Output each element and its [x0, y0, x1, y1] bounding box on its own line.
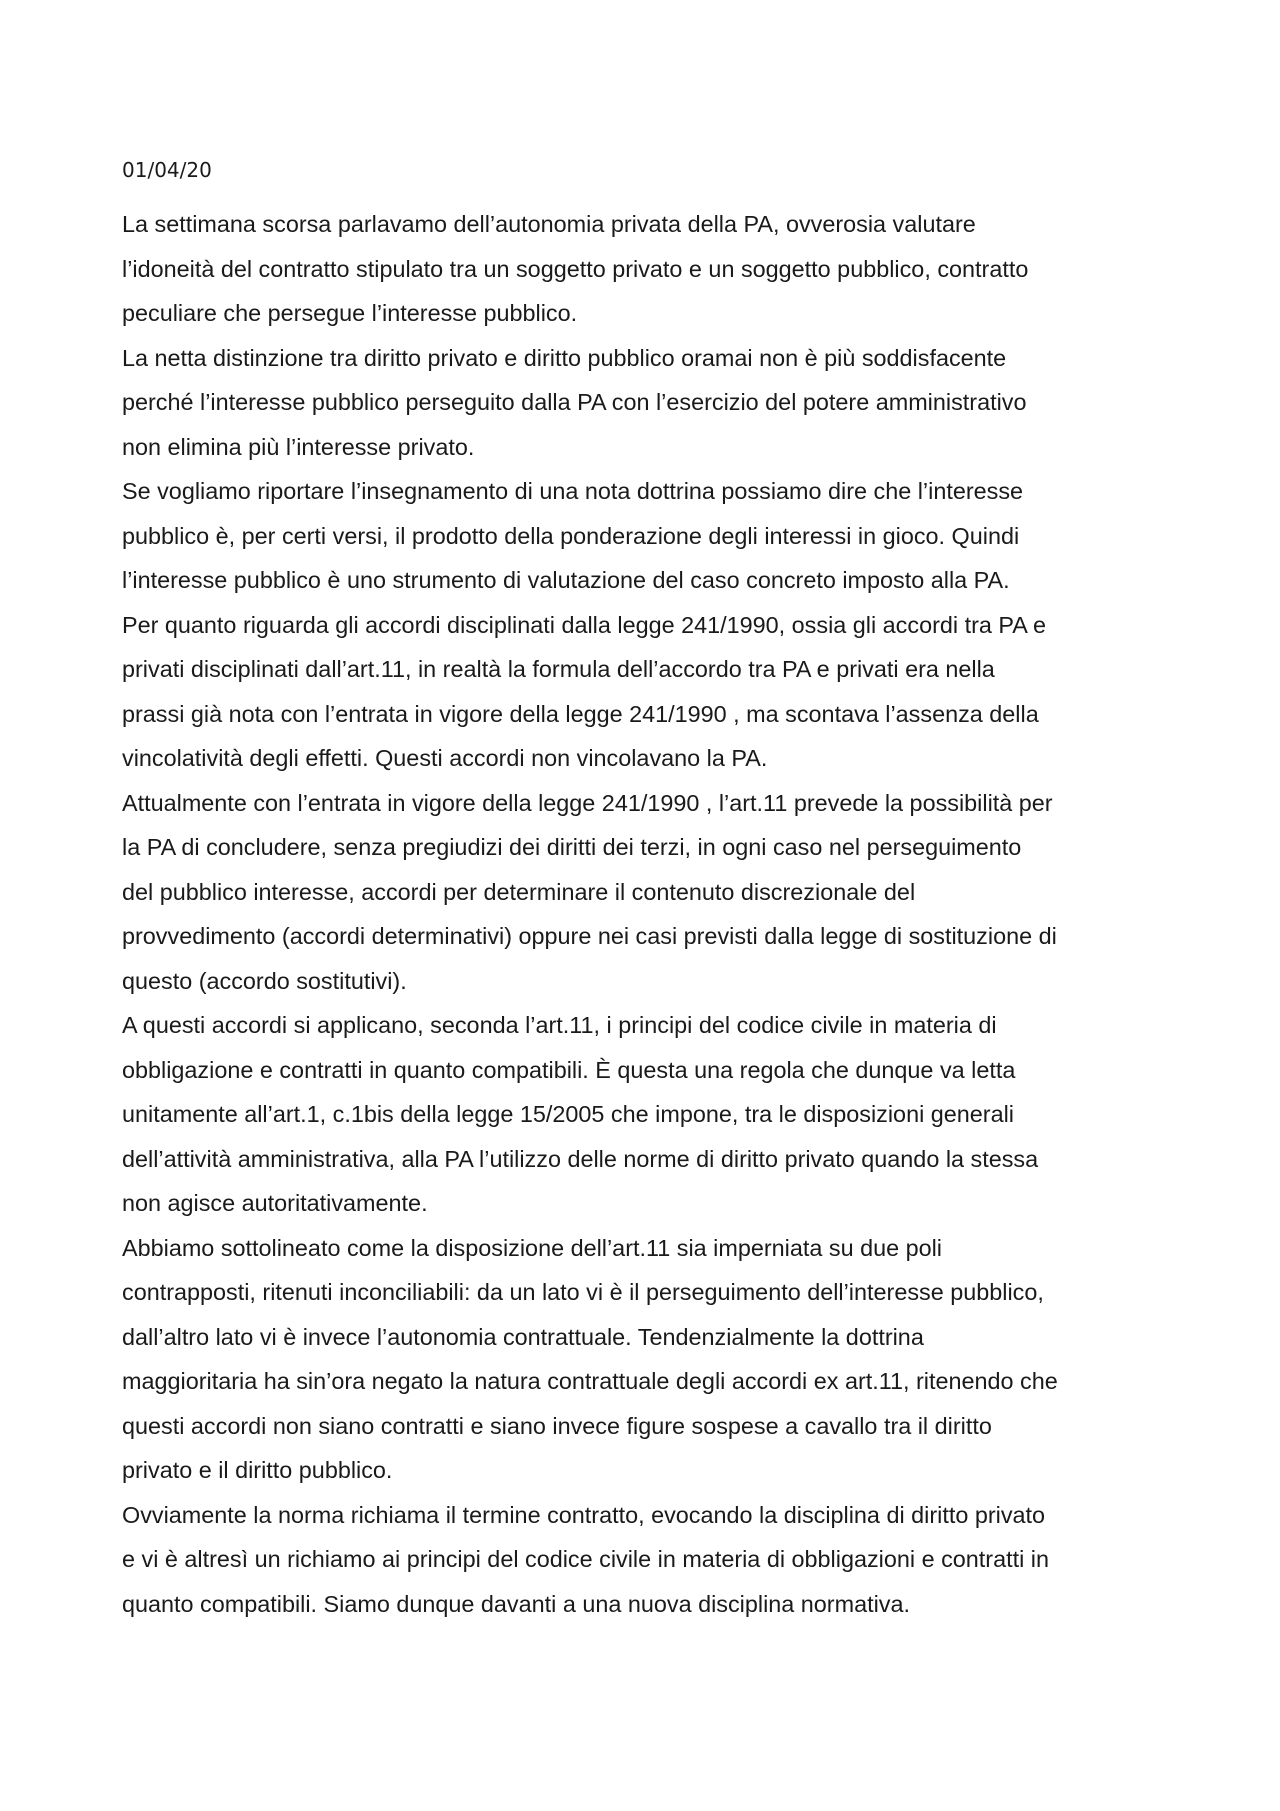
text-line: non agisce autoritativamente.: [122, 1190, 428, 1216]
text-line: perché l’interesse pubblico perseguito dalla PA con l’esercizio del potere amministrativo: [122, 389, 1027, 415]
text-line: unitamente all’art.1, c.1bis della legge 15/2005 che impone, tra le disposizioni generali: [122, 1101, 1014, 1127]
paragraph-3: [122, 469, 1172, 603]
paragraph-6: [122, 1003, 1172, 1226]
text-line: e vi è altresì un richiamo ai principi del codice civile in materia di obbligazioni e contratti in: [122, 1546, 1049, 1572]
text-line: Per quanto riguarda gli accordi disciplinati dalla legge 241/1990, ossia gli accordi tra PA e: [122, 611, 1047, 638]
paragraph-7: [122, 1226, 1172, 1493]
text-line: dell’attività amministrativa, alla PA l’utilizzo delle norme di diritto privato quando la stessa: [122, 1145, 1039, 1172]
text-line: A questi accordi si applicano, seconda l’art.11, i principi del codice civile in materia di: [122, 1012, 997, 1038]
paragraph-8: [122, 1493, 1172, 1627]
text-line: contrapposti, ritenuti inconciliabili: da un lato vi è il perseguimento dell’interesse pubblico,: [122, 1279, 1044, 1305]
text-line: Attualmente con l’entrata in vigore della legge 241/1990 , l’art.11 prevede la possibilità per: [122, 789, 1053, 816]
text-line: questo (accordo sostitutivi).: [122, 967, 407, 994]
text-line: maggioritaria ha sin’ora negato la natura contrattuale degli accordi ex art.11, ritenendo che: [122, 1368, 1058, 1394]
text-line: l’interesse pubblico è uno strumento di valutazione del caso concreto imposto alla PA.: [122, 567, 1010, 593]
paragraph-2: [122, 336, 1172, 470]
text-line: La netta distinzione tra diritto privato e diritto pubblico oramai non è più soddisfacente: [122, 344, 1007, 371]
text-line: provvedimento (accordi determinativi) oppure nei casi previsti dalla legge di sostituzione di: [122, 923, 1057, 949]
text-line: non elimina più l’interesse privato.: [122, 433, 475, 460]
paragraph-4: [122, 603, 1172, 781]
text-line: del pubblico interesse, accordi per determinare il contenuto discrezionale del: [122, 878, 916, 905]
document-body: [122, 202, 1172, 1626]
text-line: l’idoneità del contratto stipulato tra un soggetto privato e un soggetto pubblico, contratto: [122, 255, 1029, 282]
text-line: questi accordi non siano contratti e siano invece figure sospese a cavallo tra il diritto: [122, 1412, 992, 1439]
text-line: privato e il diritto pubblico.: [122, 1457, 393, 1483]
text-line: obbligazione e contratti in quanto compatibili. È questa una regola che dunque va letta: [122, 1056, 1016, 1083]
text-line: la PA di concludere, senza pregiudizi dei diritti dei terzi, in ogni caso nel perseguimento: [122, 834, 1022, 860]
text-line: privati disciplinati dall’art.11, in realtà la formula dell’accordo tra PA e privati era nella: [122, 656, 995, 682]
text-line: dall’altro lato vi è invece l’autonomia contrattuale. Tendenzialmente la dottrina: [122, 1323, 924, 1350]
text-line: La settimana scorsa parlavamo dell’autonomia privata della PA, ovverosia valutare: [122, 211, 976, 237]
text-line: vincolatività degli effetti. Questi accordi non vincolavano la PA.: [122, 745, 768, 771]
paragraph-1: [122, 202, 1172, 336]
text-line: pubblico è, per certi versi, il prodotto della ponderazione degli interessi in gioco. Quindi: [122, 522, 1020, 549]
text-line: prassi già nota con l’entrata in vigore della legge 241/1990 , ma scontava l’assenza della: [122, 700, 1039, 727]
text-line: Se vogliamo riportare l’insegnamento di una nota dottrina possiamo dire che l’interesse: [122, 478, 1024, 504]
text-line: Ovviamente la norma richiama il termine contratto, evocando la disciplina di diritto privato: [122, 1501, 1046, 1528]
document-date: 01/04/20: [122, 158, 212, 182]
text-line: peculiare che persegue l’interesse pubblico.: [122, 300, 578, 326]
text-line: Abbiamo sottolineato come la disposizione dell’art.11 sia imperniata su due poli: [122, 1234, 943, 1261]
paragraph-5: [122, 781, 1172, 1004]
text-line: quanto compatibili. Siamo dunque davanti a una nuova disciplina normativa.: [122, 1590, 910, 1617]
